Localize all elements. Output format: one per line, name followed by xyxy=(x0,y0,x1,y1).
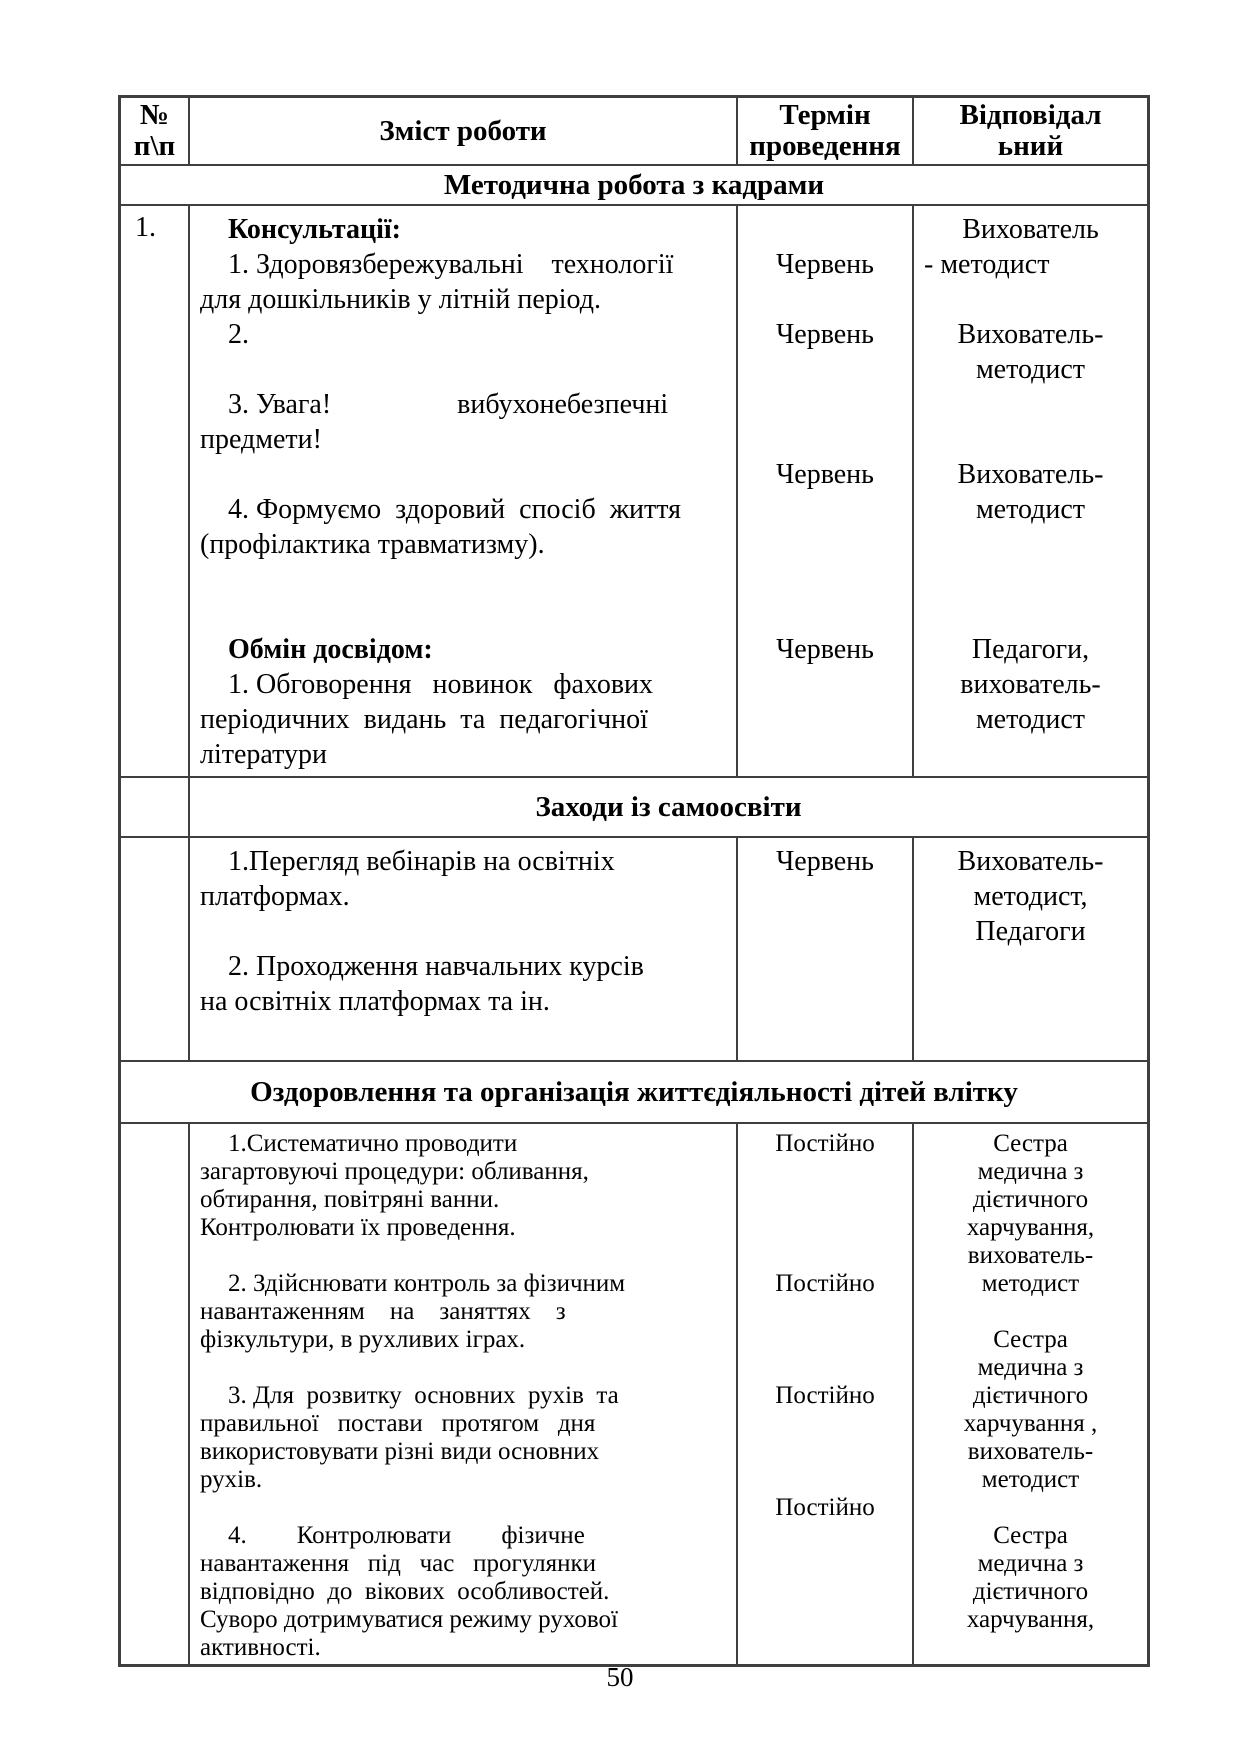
term-cell xyxy=(738,1124,914,1664)
content-line: 1.Систематично проводити xyxy=(228,1130,518,1157)
header-cell-content xyxy=(190,98,738,164)
section-title: Методична робота з кадрами xyxy=(443,168,825,201)
row-number-cell xyxy=(121,838,190,1060)
responsible-line: вихователь- xyxy=(960,669,1101,700)
responsible-line: харчування, xyxy=(966,1606,1095,1633)
content-line: обтирання, повітряні ванни. xyxy=(200,1186,500,1213)
responsible-line: Педагоги, xyxy=(971,634,1090,665)
content-line xyxy=(200,1354,730,1382)
responsible-line: вихователь- xyxy=(967,1242,1094,1269)
responsible-line: методист xyxy=(981,1466,1080,1493)
content-line: 1.Перегляд вебінарів на освітніх xyxy=(228,846,615,877)
content-line: Консультації: xyxy=(228,214,401,245)
header-line: ьний xyxy=(997,130,1064,162)
section-title: Заходи із самоосвіти xyxy=(535,790,802,823)
responsible-line xyxy=(916,597,1145,632)
term-cell xyxy=(738,838,914,1060)
content-line xyxy=(200,597,730,632)
responsible-line: методист xyxy=(981,1270,1080,1297)
content-line: рухів. xyxy=(200,1466,263,1493)
responsible-cell xyxy=(914,206,1147,776)
responsible-line xyxy=(916,387,1145,422)
content-line: відповідно до вікових особливостей. xyxy=(200,1578,610,1605)
content-line xyxy=(200,562,730,597)
term-value: Постійно xyxy=(775,1494,875,1521)
responsible-line xyxy=(916,1298,1145,1326)
section-empty-cell xyxy=(121,778,190,836)
content-cell xyxy=(190,1124,738,1664)
table-row xyxy=(121,206,1147,778)
content-line: навантаженням на заняттях з xyxy=(200,1298,566,1325)
content-line: 1. Здоровязбережувальні технології xyxy=(228,249,674,280)
responsible-line: Вихователь- xyxy=(957,459,1104,490)
header-line: Відповідал xyxy=(959,99,1102,131)
work-plan-table xyxy=(118,95,1150,1667)
section-title: Оздоровлення та організація життєдіяльності дітей влітку xyxy=(250,1075,1018,1108)
row-number: 1. xyxy=(135,212,156,243)
content-line: 4. Формуємо здоровий спосіб життя xyxy=(228,494,682,525)
content-line: для дошкільників у літній період. xyxy=(200,284,601,315)
header-cell-responsible xyxy=(914,98,1147,164)
content-line: активності. xyxy=(200,1634,321,1661)
page-number: 50 xyxy=(606,1662,634,1692)
content-line: 2. xyxy=(228,319,249,350)
responsible-line: вихователь- xyxy=(967,1438,1094,1465)
term-value: Червень xyxy=(776,846,874,877)
content-line: періодичних видань та педагогічної xyxy=(200,704,648,735)
responsible-cell xyxy=(914,838,1147,1060)
term-value: Постійно xyxy=(775,1382,875,1409)
responsible-line: медична з xyxy=(977,1550,1084,1577)
content-line: Контролювати їх проведення. xyxy=(200,1214,516,1241)
section-row-methodical-work xyxy=(121,166,1147,206)
header-cell-number xyxy=(121,98,190,164)
content-line: 1. Обговорення новинок фахових xyxy=(228,669,654,700)
content-line: предмети! xyxy=(200,424,322,455)
content-line xyxy=(200,457,730,492)
content-line: 4. Контролювати фізичне xyxy=(228,1522,585,1549)
content-line xyxy=(200,914,730,949)
content-line: фізкультури, в рухливих іграх. xyxy=(200,1326,526,1353)
responsible-line: медична з xyxy=(977,1158,1084,1185)
content-line: платформах. xyxy=(200,881,350,912)
responsible-line: методист xyxy=(975,494,1086,525)
responsible-line: Сестра xyxy=(993,1522,1068,1549)
header-line: Термін xyxy=(779,99,871,131)
header-line: № xyxy=(139,99,170,131)
section-title-cell xyxy=(190,778,1147,836)
content-line: загартовуючі процедури: обливання, xyxy=(200,1158,589,1185)
table-header-row xyxy=(121,98,1147,166)
term-value: Червень xyxy=(776,634,874,665)
responsible-line: методист xyxy=(975,354,1086,385)
content-line: Суворо дотримуватися режиму рухової xyxy=(200,1606,618,1633)
responsible-line: Сестра xyxy=(993,1130,1068,1157)
term-value: Червень xyxy=(776,249,874,280)
header-cell-term xyxy=(738,98,914,164)
responsible-line xyxy=(916,527,1145,562)
table-row xyxy=(121,1124,1147,1664)
content-line: 3. Для розвитку основних рухів та xyxy=(228,1382,619,1409)
term-value: Червень xyxy=(776,459,874,490)
responsible-line xyxy=(916,1494,1145,1522)
content-line xyxy=(200,1242,730,1270)
content-cell xyxy=(190,206,738,776)
responsible-line: медична з xyxy=(977,1354,1084,1381)
header-line: п\п xyxy=(133,130,176,162)
responsible-line: методист xyxy=(975,704,1086,735)
term-value: Постійно xyxy=(775,1270,875,1297)
term-value: Червень xyxy=(776,319,874,350)
responsible-line xyxy=(916,422,1145,457)
content-line: (профілактика травматизму). xyxy=(200,529,545,560)
content-line: використовувати різні види основних xyxy=(200,1438,600,1465)
responsible-line: харчування, xyxy=(966,1214,1095,1241)
responsible-cell xyxy=(914,1124,1147,1664)
content-cell xyxy=(190,838,738,1060)
responsible-line: Педагоги xyxy=(975,916,1086,947)
content-line xyxy=(200,1494,730,1522)
row-number-cell xyxy=(121,1124,190,1664)
content-line: Обмін досвідом: xyxy=(228,634,433,665)
content-line: 2. Проходження навчальних курсів xyxy=(228,951,644,982)
responsible-line: дієтичного xyxy=(972,1578,1089,1605)
responsible-line: Вихователь- xyxy=(957,319,1104,350)
responsible-line: Вихователь xyxy=(962,214,1099,245)
responsible-line xyxy=(916,562,1145,597)
header-line: проведення xyxy=(749,130,901,162)
content-line: навантаження під час прогулянки xyxy=(200,1550,597,1577)
responsible-line: харчування , xyxy=(963,1410,1098,1437)
section-row-self-education xyxy=(121,778,1147,838)
responsible-line: Сестра xyxy=(993,1326,1068,1353)
content-line: на освітніх платформах та ін. xyxy=(200,986,550,1017)
content-line: літератури xyxy=(200,739,327,770)
content-line: 2. Здійснювати контроль за фізичним xyxy=(228,1270,626,1297)
responsible-line: Вихователь- xyxy=(957,846,1104,877)
term-cell xyxy=(738,206,914,776)
content-line: 3. Увага! вибухонебезпечні xyxy=(228,389,669,420)
responsible-line: методист, xyxy=(973,881,1088,912)
section-row-summer-health xyxy=(121,1062,1147,1124)
responsible-line: дієтичного xyxy=(972,1382,1089,1409)
content-line: правильної постави протягом дня xyxy=(200,1410,596,1437)
content-line xyxy=(200,352,730,387)
row-number-cell xyxy=(121,206,190,776)
responsible-line: - методист xyxy=(924,249,1050,280)
table-row xyxy=(121,838,1147,1062)
responsible-line xyxy=(916,282,1145,317)
header-line: Зміст роботи xyxy=(379,114,547,147)
responsible-line: дієтичного xyxy=(972,1186,1089,1213)
term-value: Постійно xyxy=(775,1130,875,1157)
